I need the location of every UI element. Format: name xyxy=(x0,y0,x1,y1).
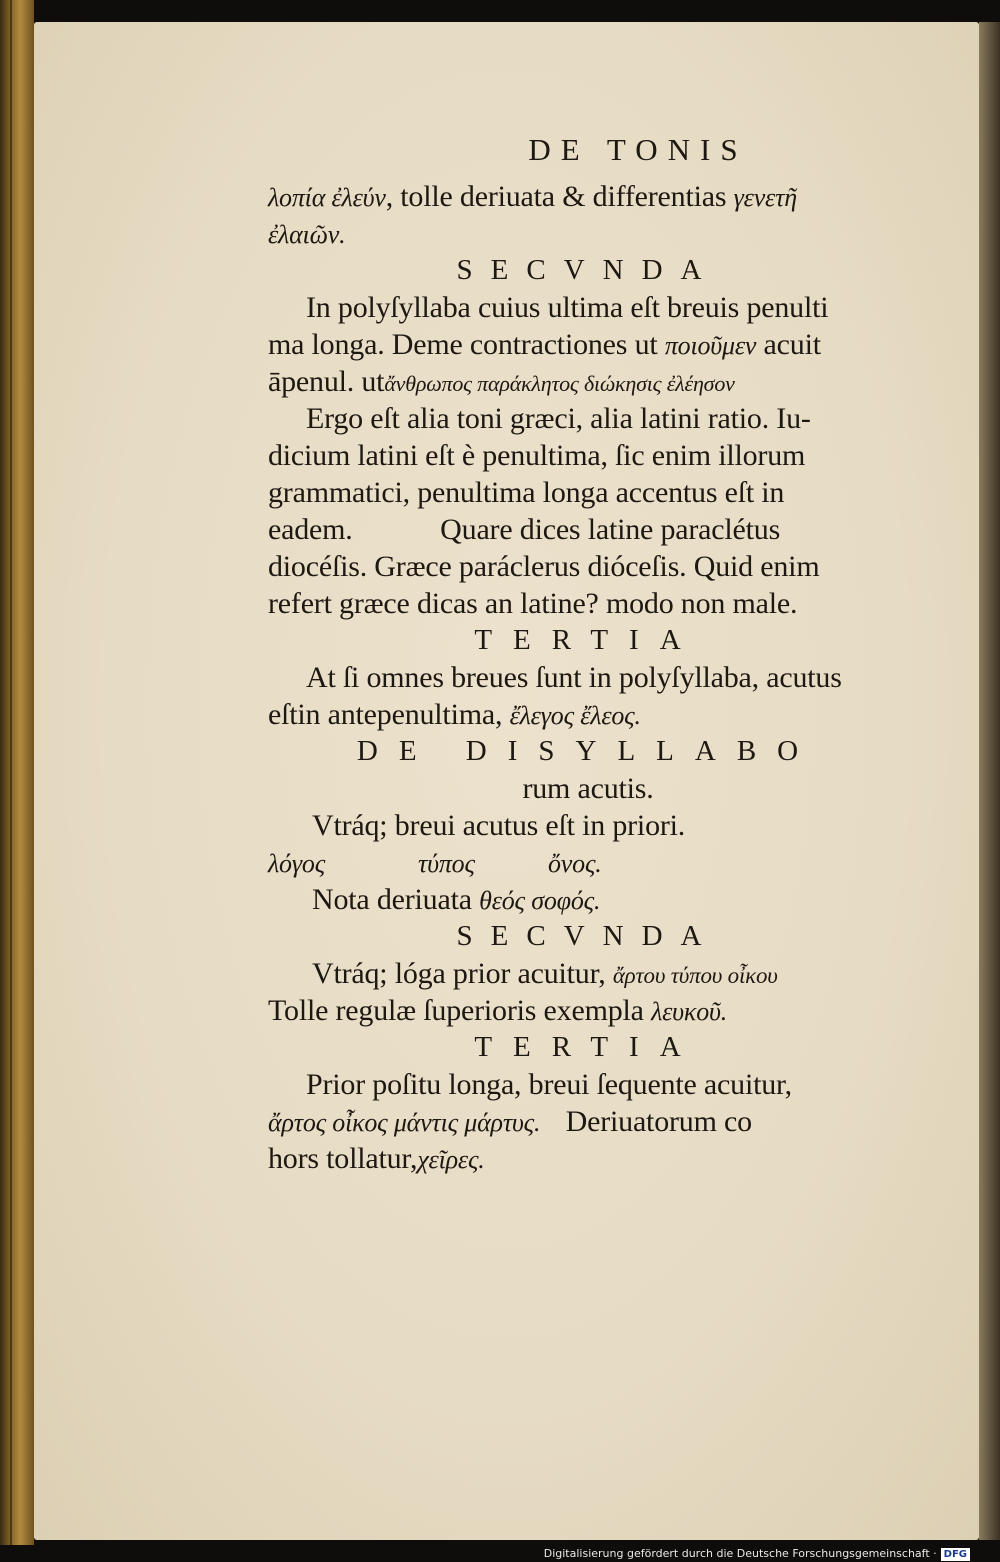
section-heading-tertia-2: TERTIA xyxy=(474,1031,702,1063)
greek-word: λόγος xyxy=(268,849,326,878)
latin-text: hors tollatur, xyxy=(268,1142,418,1175)
text-line-13 xyxy=(268,696,908,733)
latin-text: ma longa. Deme contractiones ut xyxy=(268,328,658,361)
text-line-22 xyxy=(268,1140,908,1177)
binding-line xyxy=(10,0,12,1545)
latin-text: Tolle regulæ ſuperioris exempla xyxy=(268,994,644,1027)
latin-text: Deriuatorum co xyxy=(565,1105,752,1138)
text-line-8: grammatici, penultima longa accentus eſt in xyxy=(268,476,785,509)
section-heading-secunda-2: SECVNDA xyxy=(456,920,720,952)
page-text xyxy=(268,130,908,1177)
latin-text: eſtin antepenultima, xyxy=(268,698,503,731)
text-line-20: Prior poſitu longa, breui ſequente acuitur, xyxy=(306,1068,792,1101)
greek-word: ὄνος. xyxy=(548,849,602,878)
section-heading-secunda: SECVNDA xyxy=(456,254,720,286)
text-line-10: diocéſis. Græce paráclerus dióceſis. Quid enim xyxy=(268,550,820,583)
text-line-15: Vtráq; breui acutus eſt in priori. xyxy=(312,809,686,842)
text-line-16 xyxy=(268,844,908,881)
page-title: DE TONIS xyxy=(528,132,748,167)
greek-word: λοπία ἐλεύν xyxy=(268,183,386,212)
latin-text: Vtráq; lóga prior acuitur, xyxy=(312,957,606,990)
latin-text: Nota deriuata xyxy=(312,883,472,916)
greek-word: γενετῆ xyxy=(733,183,797,212)
greek-words: θεός σοφός. xyxy=(479,886,601,915)
greek-words: ἄνθρωπος παράκλητος διώκησις ἐλέησον xyxy=(384,371,735,396)
latin-text: acuit xyxy=(763,328,821,361)
greek-words: ἔλεγος ἔλεος. xyxy=(509,701,641,730)
digitization-credit xyxy=(544,1545,970,1562)
latin-text: āpenul. ut xyxy=(268,365,385,398)
text-line-19 xyxy=(268,992,908,1029)
text-line-11: refert græce dicas an latine? modo non male. xyxy=(268,587,798,620)
credit-text: Digitalisierung gefördert durch die Deutsche Forschungsgemeinschaft · xyxy=(543,1547,937,1560)
text-line-9: eadem. Quare dices latine paraclétus xyxy=(268,513,781,546)
text-line-1 xyxy=(268,178,908,215)
greek-word: λευκοῦ. xyxy=(651,997,728,1026)
greek-word: ποιοῦμεν xyxy=(664,331,757,360)
text-line-6: Ergo eſt alia toni græci, alia latini ratio. Iu- xyxy=(306,402,811,435)
greek-word: τύπος xyxy=(418,849,475,878)
text-line-2 xyxy=(268,215,908,252)
page-shadow xyxy=(979,22,1000,1540)
text-line-14: rum acutis. xyxy=(522,772,654,805)
text-line-18 xyxy=(268,955,908,992)
greek-words: ἄρτου τύπου οἶκου xyxy=(612,963,778,988)
text-line-12: At ſi omnes breues ſunt in polyſyllaba, acutus xyxy=(306,661,842,694)
text-line-21 xyxy=(268,1103,908,1140)
greek-word: χεῖρες. xyxy=(417,1145,485,1174)
text-line-7: dicium latini eſt è penultima, ſic enim illorum xyxy=(268,439,806,472)
greek-words: ἄρτος οἶκος μάντις μάρτυς. xyxy=(268,1108,541,1137)
text-line-5 xyxy=(268,363,908,400)
dfg-logo: DFG xyxy=(941,1548,970,1561)
text-line-3: In polyſyllaba cuius ultima eſt breuis penulti xyxy=(306,291,829,324)
section-heading-de-disyllabo: DE DISYLLABO xyxy=(356,735,820,767)
greek-word: ἐλαιῶν. xyxy=(268,220,346,249)
text-line-4 xyxy=(268,326,908,363)
text-line-17 xyxy=(268,881,908,918)
section-heading-tertia: TERTIA xyxy=(474,624,702,656)
latin-text: , tolle deriuata & differentias xyxy=(385,180,727,213)
book-edge xyxy=(0,0,34,1545)
